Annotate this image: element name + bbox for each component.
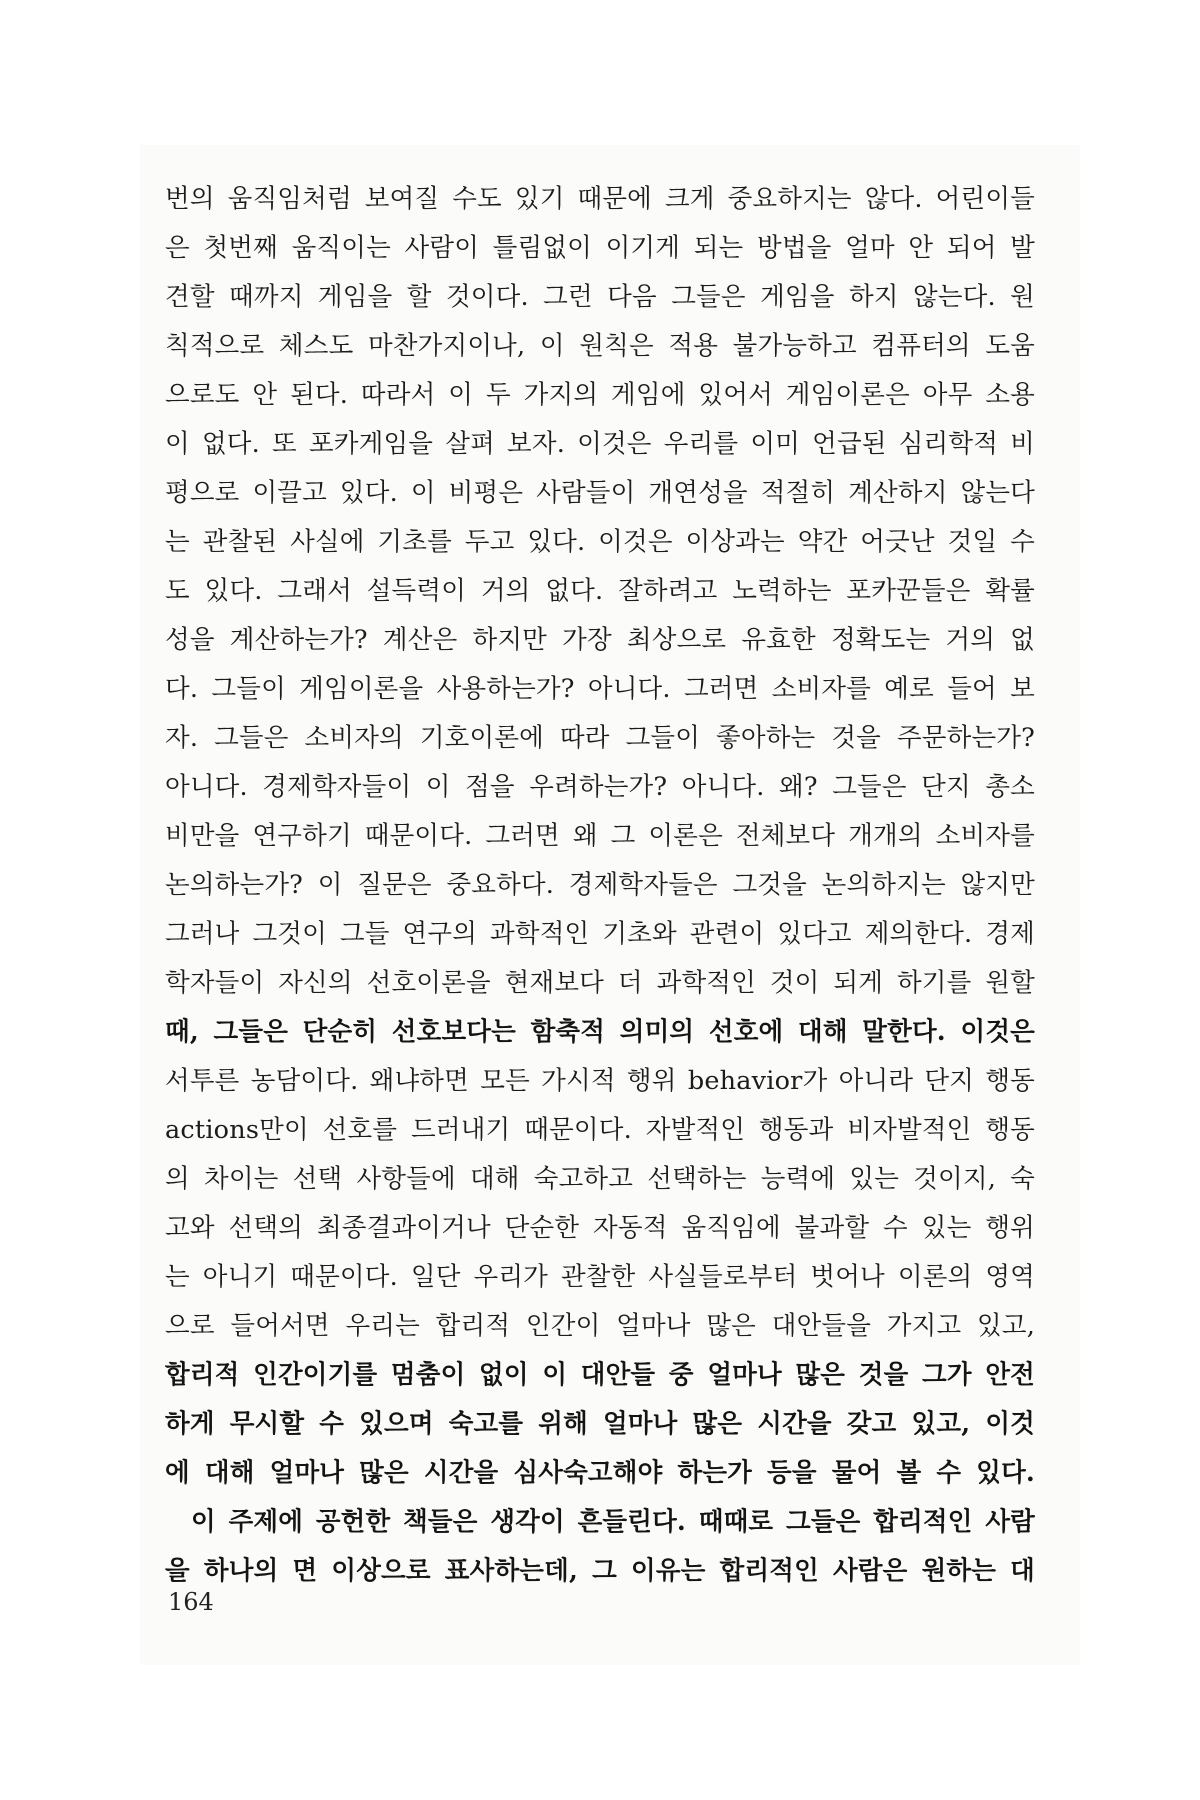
text-line: 다. 그들이 게임이론을 사용하는가? 아니다. 그러면 소비자를 예로 들어 보 xyxy=(165,674,1035,704)
text-line: 성을 계산하는가? 계산은 하지만 가장 최상으로 유효한 정확도는 거의 없 xyxy=(165,625,1035,655)
text-line: 번의 움직임처럼 보여질 수도 있기 때문에 크게 중요하지는 않다. 어린이들 xyxy=(165,184,1035,214)
text-line: 의 차이는 선택 사항들에 대해 숙고하고 선택하는 능력에 있는 것이지, 숙 xyxy=(165,1164,1035,1194)
text-line: 도 있다. 그래서 설득력이 거의 없다. 잘하려고 노력하는 포카꾼들은 확률 xyxy=(165,576,1035,606)
text-line: 하게 무시할 수 있으며 숙고를 위해 얼마나 많은 시간을 갖고 있고, 이것 xyxy=(165,1409,1035,1439)
text-line: 으로도 안 된다. 따라서 이 두 가지의 게임에 있어서 게임이론은 아무 소용 xyxy=(165,380,1035,410)
text-line: 비만을 연구하기 때문이다. 그러면 왜 그 이론은 전체보다 개개의 소비자를 xyxy=(165,821,1035,851)
text-line: 이 없다. 또 포카게임을 살펴 보자. 이것은 우리를 이미 언급된 심리학적 비 xyxy=(165,429,1035,459)
text-line: 그러나 그것이 그들 연구의 과학적인 기초와 관련이 있다고 제의한다. 경제 xyxy=(165,919,1035,949)
text-line: 자. 그들은 소비자의 기호이론에 따라 그들이 좋아하는 것을 주문하는가? xyxy=(165,723,1035,753)
body-text xyxy=(165,175,1035,1596)
text-line: 합리적 인간이기를 멈춤이 없이 이 대안들 중 얼마나 많은 것을 그가 안전 xyxy=(165,1360,1035,1390)
text-line: 평으로 이끌고 있다. 이 비평은 사람들이 개연성을 적절히 계산하지 않는다 xyxy=(165,478,1035,508)
text-line: 는 관찰된 사실에 기초를 두고 있다. 이것은 이상과는 약간 어긋난 것일 수 xyxy=(165,527,1035,557)
text-line: 논의하는가? 이 질문은 중요하다. 경제학자들은 그것을 논의하지는 않지만 xyxy=(165,870,1035,900)
page-number: 164 xyxy=(168,1588,214,1616)
text-line: 학자들이 자신의 선호이론을 현재보다 더 과학적인 것이 되게 하기를 원할 xyxy=(165,968,1035,998)
text-line: 칙적으로 체스도 마찬가지이나, 이 원칙은 적용 불가능하고 컴퓨터의 도움 xyxy=(165,331,1035,361)
text-line: 은 첫번째 움직이는 사람이 틀림없이 이기게 되는 방법을 얼마 안 되어 발 xyxy=(165,233,1035,263)
text-line: 을 하나의 면 이상으로 표사하는데, 그 이유는 합리적인 사람은 원하는 대 xyxy=(165,1556,1035,1586)
paragraph-first-line: 이 주제에 공헌한 책들은 생각이 흔들린다. 때때로 그들은 합리적인 사람 xyxy=(191,1507,1035,1537)
text-line: actions만이 선호를 드러내기 때문이다. 자발적인 행동과 비자발적인 행동 xyxy=(165,1115,1035,1145)
text-line: 에 대해 얼마나 많은 시간을 심사숙고해야 하는가 등을 물어 볼 수 있다. xyxy=(165,1458,1035,1488)
text-line: 아니다. 경제학자들이 이 점을 우려하는가? 아니다. 왜? 그들은 단지 총소 xyxy=(165,772,1035,802)
text-line: 고와 선택의 최종결과이거나 단순한 자동적 움직임에 불과할 수 있는 행위 xyxy=(165,1213,1035,1243)
text-line: 때, 그들은 단순히 선호보다는 함축적 의미의 선호에 대해 말한다. 이것은 xyxy=(165,1017,1035,1047)
text-line: 서투른 농담이다. 왜냐하면 모든 가시적 행위 behavior가 아니라 단지 행동 xyxy=(165,1066,1035,1096)
text-line: 는 아니기 때문이다. 일단 우리가 관찰한 사실들로부터 벗어나 이론의 영역 xyxy=(165,1262,1035,1292)
text-line: 으로 들어서면 우리는 합리적 인간이 얼마나 많은 대안들을 가지고 있고, xyxy=(165,1311,1035,1341)
text-line: 견할 때까지 게임을 할 것이다. 그런 다음 그들은 게임을 하지 않는다. 원 xyxy=(165,282,1035,312)
